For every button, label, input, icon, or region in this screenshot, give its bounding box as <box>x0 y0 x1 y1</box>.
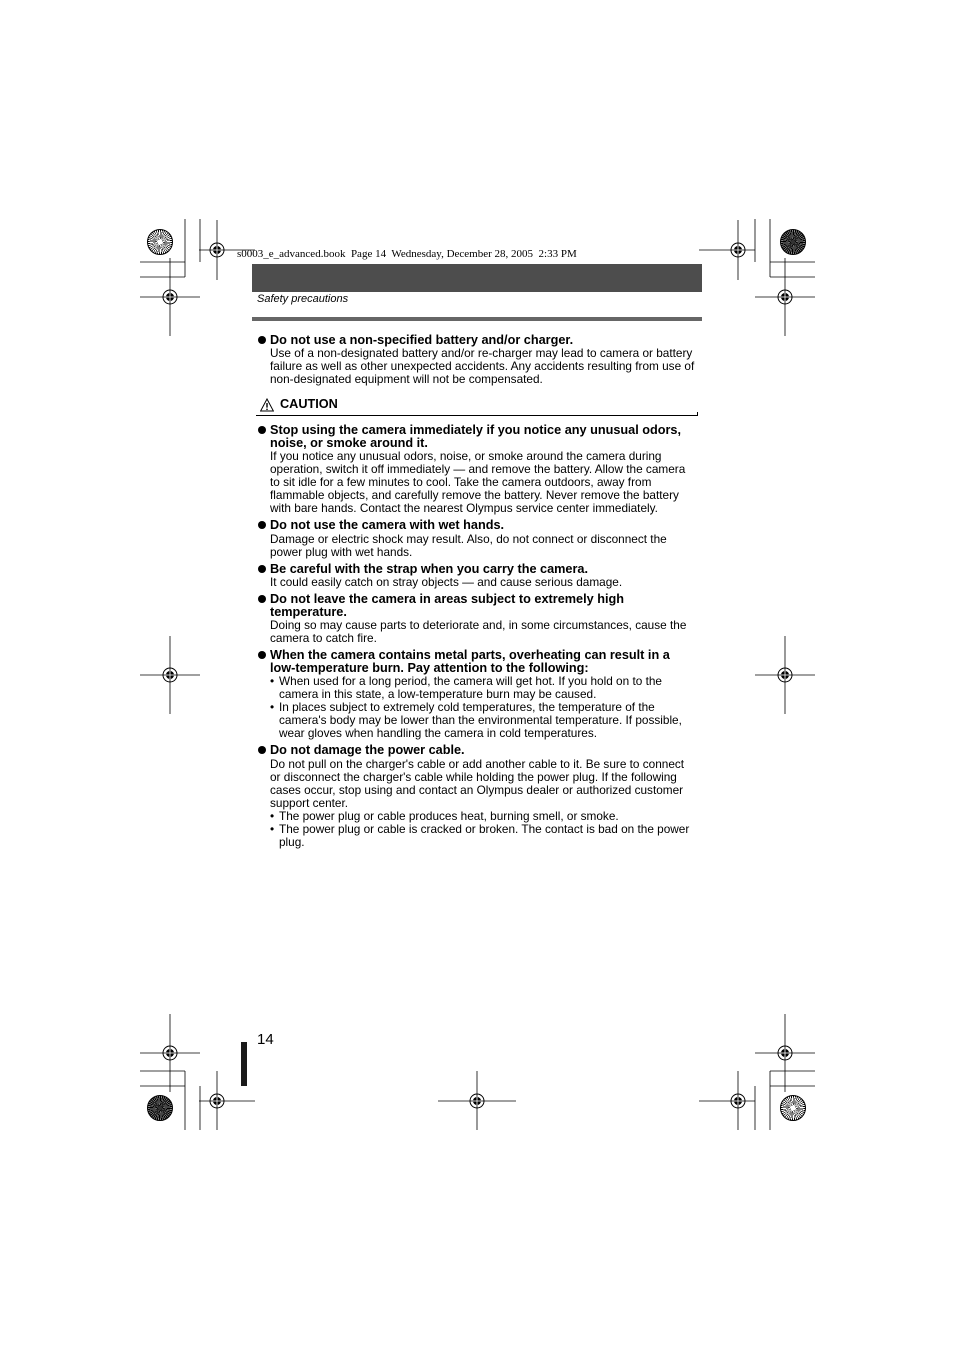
bullet-icon <box>258 595 266 603</box>
sub-bullet-line: • When used for a long period, the camera will get hot. If you hold on to the <box>279 674 662 688</box>
bullet-icon <box>258 746 266 754</box>
precaution-heading <box>270 334 702 347</box>
bullet-icon <box>258 521 266 529</box>
sub-bullet-line: plug. <box>279 834 305 849</box>
body-line: failure as well as other unexpected accidents. Any accidents resulting from use of <box>270 359 695 373</box>
heading-line: Stop using the camera immediately if you notice any unusual odors, <box>270 423 682 437</box>
header-rule <box>252 317 702 321</box>
precaution-heading <box>270 744 702 757</box>
precaution-heading <box>270 649 702 674</box>
precaution-item <box>258 563 702 590</box>
sub-bullet-line: wear gloves when handling the camera in cold temperatures. <box>279 726 598 740</box>
registration-mark <box>140 258 200 336</box>
heading-line: Do not leave the camera in areas subject to extremely high <box>270 592 624 606</box>
heading-line: Do not use a non-specified battery and/or charger. <box>270 332 574 347</box>
registration-mark <box>699 220 755 280</box>
registration-mark <box>755 636 815 714</box>
precaution-heading <box>270 593 702 618</box>
heading-line: noise, or smoke around it. <box>270 435 428 450</box>
body-line: camera to catch fire. <box>270 631 377 645</box>
body-line: to sit idle for a few minutes to cool. Take the camera outdoors, away from <box>270 475 652 489</box>
heading-line: Do not damage the power cable. <box>270 743 465 757</box>
title-bar <box>252 264 702 292</box>
bullet-icon <box>258 565 266 573</box>
sub-bullet-line: camera's body may be lower than the environmental temperature. If possible, <box>279 713 682 727</box>
starburst-mark <box>147 229 173 255</box>
caution-precautions <box>258 420 702 849</box>
heading-line: Be careful with the strap when you carry the camera. <box>270 561 588 576</box>
registration-mark <box>755 258 815 336</box>
body-line: flammable objects, and carefully remove the battery. Never remove the battery <box>270 488 679 502</box>
caution-label: CAUTION <box>280 397 338 411</box>
heading-line: When the camera contains metal parts, overheating can result in a <box>270 648 670 662</box>
caution-underline <box>256 412 698 416</box>
precaution-body <box>270 533 702 559</box>
body-line: Use of a non-designated battery and/or re-charger may lead to camera or battery <box>270 346 693 360</box>
general-precautions <box>258 334 702 387</box>
body-line: or disconnect the charger's cable while holding the power plug. If the following <box>270 769 677 784</box>
precaution-body <box>270 450 702 515</box>
sub-bullet-item <box>270 701 702 740</box>
body-line: with bare hands. Contact the nearest Olympus service center immediately. <box>270 501 658 515</box>
starburst-mark <box>780 1095 806 1121</box>
sub-bullet-line: camera in this state, a low-temperature burn may be caused. <box>279 687 597 701</box>
starburst-mark <box>780 229 806 255</box>
heading-line: temperature. <box>270 604 347 619</box>
sub-bullet-item <box>270 675 702 701</box>
precaution-item <box>258 334 702 387</box>
registration-mark <box>755 1014 815 1092</box>
precaution-heading <box>270 563 702 576</box>
bullet-icon <box>258 336 266 344</box>
precaution-item <box>258 519 702 559</box>
precaution-body <box>270 619 702 645</box>
precaution-item <box>258 649 702 740</box>
heading-line: Do not use the camera with wet hands. <box>270 518 505 532</box>
precaution-heading <box>270 424 702 449</box>
caution-heading <box>258 398 702 416</box>
precaution-item <box>258 424 702 515</box>
sub-bullet-line: • In places subject to extremely cold temperatures, the temperature of the <box>279 700 655 714</box>
sub-bullet-line: • The power plug or cable is cracked or broken. The contact is bad on the power <box>279 821 690 836</box>
precaution-body <box>270 576 702 589</box>
body-line: non-designated equipment will not be compensated. <box>270 372 543 386</box>
precaution-body <box>270 758 702 810</box>
registration-mark <box>140 1014 200 1092</box>
body-line: Damage or electric shock may result. Also, do not connect or disconnect the <box>270 531 667 546</box>
file-info-slug: s0003_e_advanced.book Page 14 Wednesday, December 28, 2005 2:33 PM <box>237 248 577 260</box>
registration-mark <box>140 636 200 714</box>
heading-line: low-temperature burn. Pay attention to the following: <box>270 660 589 675</box>
starburst-mark <box>147 1095 173 1121</box>
body-line: support center. <box>270 795 349 810</box>
precaution-heading <box>270 519 702 532</box>
registration-mark <box>438 1071 516 1130</box>
precaution-body <box>270 347 702 386</box>
bullet-icon <box>258 426 266 434</box>
registration-mark <box>699 1071 755 1130</box>
sub-bullet-item <box>270 810 702 823</box>
sub-bullet-item <box>270 823 702 849</box>
body-line: operation, switch it off immediately — and remove the battery. Allow the camera <box>270 462 686 476</box>
page-number-bar <box>241 1042 247 1086</box>
body-line: Doing so may cause parts to deteriorate and, in some circumstances, cause the <box>270 618 687 632</box>
page-content <box>258 334 702 849</box>
precaution-item <box>258 593 702 645</box>
body-line: It could easily catch on stray objects — and cause serious damage. <box>270 575 623 589</box>
page-number: 14 <box>257 1031 274 1048</box>
bullet-icon <box>258 651 266 659</box>
warning-triangle-icon <box>260 398 274 412</box>
body-line: power plug with wet hands. <box>270 544 413 559</box>
body-line: If you notice any unusual odors, noise, or smoke around the camera during <box>270 449 662 463</box>
section-title: Safety precautions <box>257 293 349 305</box>
sub-bullet-line: • The power plug or cable produces heat, burning smell, or smoke. <box>279 808 619 823</box>
body-line: Do not pull on the charger's cable or add another cable to it. Be sure to connect <box>270 756 685 771</box>
body-line: cases occur, stop using and contact an Olympus dealer or authorized customer <box>270 782 684 797</box>
precaution-item <box>258 744 702 849</box>
